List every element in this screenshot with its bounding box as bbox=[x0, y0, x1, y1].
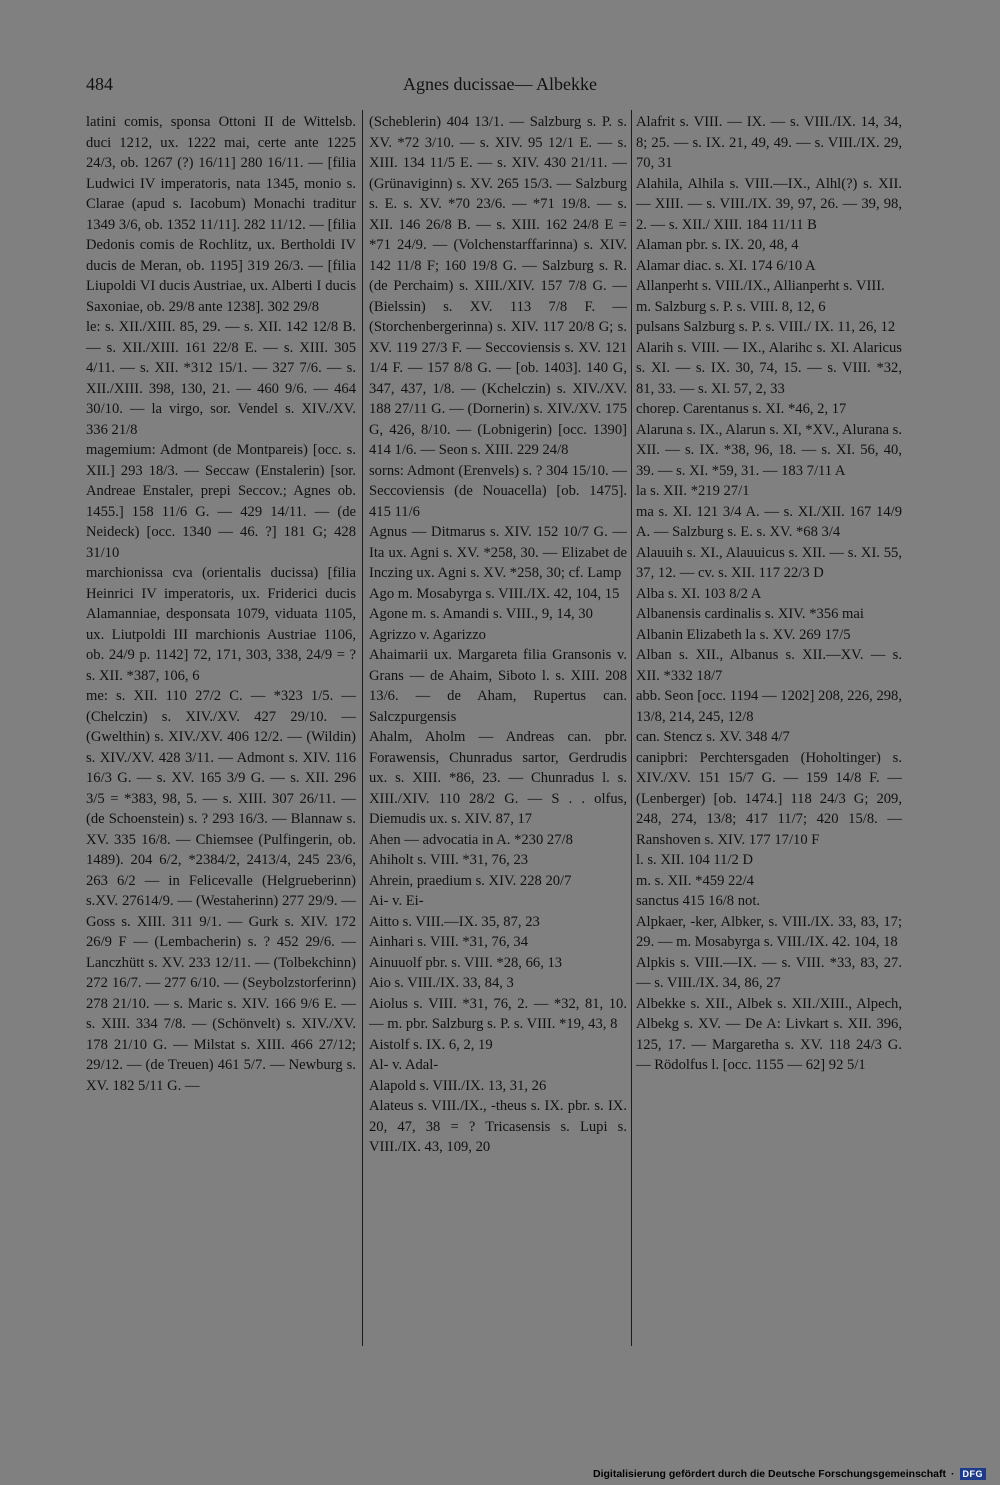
index-entry: sanctus 415 16/8 not. bbox=[636, 893, 761, 909]
index-entry: can. Stencz s. XV. 348 4/7 bbox=[636, 729, 790, 745]
index-entry: Allanperht s. VIII./IX., Allianperht s. VIII. bbox=[636, 278, 885, 294]
index-entry: Ainuuolf pbr. s. VIII. *28, 66, 13 bbox=[369, 954, 563, 971]
index-entry: Alafrit s. VIII. — IX. — s. VIII./IX. 14, 34, 8; 25. — s. IX. 21, 49, 49. — s. VIII./IX. 29, 70, 31 bbox=[636, 114, 902, 171]
index-entry: Agone m. s. Amandi s. VIII., 9, 14, 30 bbox=[369, 606, 593, 622]
page-number: 484 bbox=[86, 74, 113, 94]
index-entry: Alamar diac. s. XI. 174 6/10 A bbox=[636, 257, 816, 274]
index-entry: Albanensis cardinalis s. XIV. *356 mai bbox=[636, 606, 864, 622]
running-head: Agnes ducissae— Albekke bbox=[403, 74, 597, 94]
index-entry: Alahila, Alhila s. VIII.—IX., Alhl(?) s. XII. — XIII. — s. VIII./IX. 39, 97, 26. — 39, 98, 2. — s. XII./ XIII. 184 11/11 B bbox=[636, 175, 902, 233]
index-entry: Ai- v. Ei- bbox=[369, 893, 424, 909]
footer-text: Digitalisierung gefördert durch die Deutsche Forschungsgemeinschaft bbox=[593, 1468, 946, 1480]
index-entry: Agrizzo v. Agarizzo bbox=[369, 626, 486, 643]
index-entry: Alpkaer, -ker, Albker, s. VIII./IX. 33, 83, 17; 29. — m. Mosabyrga s. VIII./IX. 42. 104, 18 bbox=[636, 913, 902, 950]
index-column-1 bbox=[86, 112, 356, 1342]
footer-separator: · bbox=[951, 1468, 955, 1480]
index-entry: sorns: Admont (Erenvels) s. ? 304 15/10. — Seccoviensis (de Nouacella) [ob. 1475]. 415 11/6 bbox=[369, 462, 627, 520]
index-entry: Ahiholt s. VIII. *31, 76, 23 bbox=[369, 852, 529, 868]
index-entry: pulsans Salzburg s. P. s. VIII./ IX. 11, 26, 12 bbox=[636, 319, 896, 335]
column-rule-right bbox=[631, 110, 632, 1346]
index-entry: Alpkis s. VIII.—IX. — s. VIII. *33, 83, 27. — s. VIII./IX. 34, 86, 27 bbox=[636, 954, 902, 991]
funding-footer bbox=[593, 1466, 986, 1482]
index-column-2 bbox=[369, 112, 627, 1342]
dfg-logo: DFG bbox=[960, 1468, 987, 1480]
index-entry: Alapold s. VIII./IX. 13, 31, 26 bbox=[369, 1077, 547, 1094]
column-rule-left bbox=[362, 110, 363, 1346]
index-entry: le: s. XII./XIII. 85, 29. — s. XII. 142 12/8 B. — s. XII./XIII. 161 22/8 E. — s. XIII. 305 4/11. — s. XII. *312 15/1. — 327 7/6. — s. XII./XIII. 398, 130, 21. — 460 9/6. — 464 30/10. — la virgo, sor. Vendel s. XIV./XV. 336 21/8 bbox=[86, 319, 356, 438]
index-entry: Alaman pbr. s. IX. 20, 48, 4 bbox=[636, 237, 799, 253]
index-entry: Aistolf s. IX. 6, 2, 19 bbox=[369, 1036, 493, 1053]
index-entry: Ainhari s. VIII. *31, 76, 34 bbox=[369, 934, 529, 950]
index-entry: Aitto s. VIII.—IX. 35, 87, 23 bbox=[369, 913, 540, 930]
index-entry: Ago m. Mosabyrga s. VIII./IX. 42, 104, 15 bbox=[369, 585, 620, 602]
index-entry: abb. Seon [occ. 1194 — 1202] 208, 226, 298, 13/8, 214, 245, 12/8 bbox=[636, 688, 902, 725]
index-entry: ma s. XI. 121 3/4 A. — s. XI./XII. 167 14/9 A. — Salzburg s. E. s. XV. *68 3/4 bbox=[636, 503, 902, 540]
index-entry: Alaruna s. IX., Alarun s. XI, *XV., Alurana s. XII. — s. IX. *38, 96, 18. — s. XI. 56, 40, 39. — s. XI. *59, 31. — 183 7/11 A bbox=[636, 421, 902, 479]
index-entry: l. s. XII. 104 11/2 D bbox=[636, 852, 754, 868]
index-entry: Ahrein, praedium s. XIV. 228 20/7 bbox=[369, 872, 572, 889]
index-entry: Ahen — advocatia in A. *230 27/8 bbox=[369, 831, 573, 848]
index-entry: Ahaimarii ux. Margareta filia Gransonis v. Grans — de Ahaim, Siboto l. s. XIII. 208 13/6. — de Aham, Rupertus can. Salczpurgensis bbox=[369, 647, 627, 725]
index-entry: m. s. XII. *459 22/4 bbox=[636, 872, 754, 889]
index-entry: Albanin Elizabeth la s. XV. 269 17/5 bbox=[636, 626, 851, 643]
index-entry: Alba s. XI. 103 8/2 A bbox=[636, 585, 762, 602]
index-entry: Aio s. VIII./IX. 33, 84, 3 bbox=[369, 975, 514, 991]
index-entry: me: s. XII. 110 27/2 C. — *323 1/5. — (Chelczin) s. XIV./XV. 427 29/10. — (Gwelthin) s. XIV./XV. 406 12/2. — (Wildin) s. XIV./XV. 428 3/11. — Admont s. XIV. 116 16/3 G. — s. XV. 165 3/9 G. — s. XII. 296 3/5 = *383, 98, 5. — s. XIII. 307 26/11. — (de Schoenstein) s. ? 293 16/3. — Blannaw s. XV. 335 16/8. — Chiemsee (Pulfingerin, ob. 1489). 204 6/2, *2384/2, 2413/4, 245 23/6, 263 6/2 — in Felicevalle (Helgrueberinn) s.XV. 27614/9. — (Westaherinn) 277 29/9. — Goss s. XIII. 311 9/1. — Gurk s. XIV. 172 26/9 F — (Lembacherin) s. ? 452 29/6. — Lanczhütt s. XV. 233 12/11. — (Tolbekchinn) 272 16/7. — 277 6/10. — (Seybolzstorferinn) 278 21/10. — s. Maric s. XIV. 166 9/6 E. — s. XIII. 334 7/8. — (Schönvelt) s. XIV./XV. 178 21/10 G. — Milstat s. XIII. 466 27/12; 29/12. — (de Treuen) 461 5/7. — Newburg s. XV. 182 5/11 G. — bbox=[86, 688, 356, 1094]
index-entry: Al- v. Adal- bbox=[369, 1057, 439, 1073]
index-entry: (Scheblerin) 404 13/1. — Salzburg s. P. s. XV. *72 3/10. — s. XIV. 95 12/1 E. — s. XIII. 134 11/5 E. — s. XIV. 430 21/11. — (Grünaviginn) s. XV. 265 15/3. — Salzburg s. E. s. XV. *70 23/6. — *71 19/8. — s. XII. 146 26/8 B. — s. XIII. 162 24/8 E = *71 24/9. — (Volchenstarffarinna) s. XIV. 142 11/8 F; 160 19/8 G. — Salzburg s. R. (de Perchaim) s. XIII./XIV. 157 7/8 G. — (Bielssin) s. XV. 113 7/8 F. — (Storchenbergerinna) s. XIV. 117 20/8 G; s. XV. 119 27/3 F. — Seccoviensis s. XV. 121 1/4 F. — 157 8/8 G. — [ob. 1403]. 140 G, 347, 437, 1/8. — (Kchelczin) s. XIV./XV. 188 27/11 G. — (Dornerin) s. XIV./XV. 175 G, 426, 8/10. — (Lobnigerin) [occ. 1390] 414 1/6. — Seon s. XIII. 229 24/8 bbox=[369, 114, 627, 458]
index-entry: magemium: Admont (de Montpareis) [occ. s. XII.] 293 18/3. — Seccaw (Enstalerin) [sor. Andreae Enstaler, prepi Seccov.; Agnes ob. 1455.] 158 11/6 G. — 429 14/11. — (de Neideck) [occ. 1340 — 46. ?] 181 G; 428 31/10 bbox=[86, 442, 356, 561]
index-entry: Alarih s. VIII. — IX., Alarihc s. XI. Alaricus s. XI. — s. IX. 30, 74, 15. — s. VIII. *32, 81, 33. — s. XI. 57, 2, 33 bbox=[636, 339, 902, 397]
index-entry: marchionissa cva (orientalis ducissa) [filia Heinrici IV imperatoris, ux. Friderici ducis Alamanniae, desponsata 1079, viduata 1105, ux. Liutpoldi III marchionis Austriae 1106, ob. 24/9 p. 1142] 72, 171, 303, 338, 24/9 = ? s. XII. *387, 106, 6 bbox=[86, 565, 356, 684]
index-entry: Alban s. XII., Albanus s. XII.—XV. — s. XII. *332 18/7 bbox=[636, 647, 902, 684]
index-entry: Albekke s. XII., Albek s. XII./XIII., Alpech, Albekg s. XV. — De A: Livkart s. XII. 396, 125, 17. — Margaretha s. XV. 118 24/3 G. — Rödolfus l. [occ. 1155 — 62] 92 5/1 bbox=[636, 995, 902, 1073]
index-entry: Agnus — Ditmarus s. XIV. 152 10/7 G. — Ita ux. Agni s. XV. *258, 30. — Elizabet de Inczing ux. Agni s. XV. *258, 30; cf. Lamp bbox=[369, 524, 627, 581]
index-entry: latini comis, sponsa Ottoni II de Wittelsb. duci 1212, ux. 1222 mai, certe ante 1225 24/3, ob. 1267 (?) 16/11] 280 16/11. — [filia Ludwici IV imperatoris, nata 1345, monio s. Clarae (apud s. Iacobum) Monachi traditur 1349 3/6, ob. 1352 11/11]. 282 11/12. — [filia Dedonis comis de Rochlitz, ux. Bertholdi IV ducis de Meran, ob. 1195] 319 26/3. — [filia Liupoldi VI ducis Austriae, ux. Alberti I ducis Saxoniae, ob. 29/8 ante 1238]. 302 29/8 bbox=[86, 114, 356, 315]
index-entry: Alauuih s. XI., Alauuicus s. XII. — s. XI. 55, 37, 12. — cv. s. XII. 117 22/3 D bbox=[636, 544, 902, 581]
index-entry: Alateus s. VIII./IX., -theus s. IX. pbr. s. IX. 20, 47, 38 = ? Tricasensis s. Lupi s. VIII./IX. 43, 109, 20 bbox=[369, 1098, 627, 1155]
index-entry: m. Salzburg s. P. s. VIII. 8, 12, 6 bbox=[636, 298, 826, 315]
index-entry: Ahalm, Aholm — Andreas can. pbr. Forawensis, Chunradus sartor, Gerdrudis ux. s. XIII. *86, 23. — Chunradus l. s. XIII./XIV. 110 28/2 G. — S . . olfus, Diemudis ux. s. XIV. 87, 17 bbox=[369, 729, 627, 827]
index-entry: Aiolus s. VIII. *31, 76, 2. — *32, 81, 10. — m. pbr. Salzburg s. P. s. VIII. *19, 43, 8 bbox=[369, 995, 627, 1032]
index-column-3 bbox=[636, 112, 902, 1342]
index-entry: la s. XII. *219 27/1 bbox=[636, 483, 750, 499]
index-entry: chorep. Carentanus s. XI. *46, 2, 17 bbox=[636, 401, 847, 417]
index-entry: canipbri: Perchtersgaden (Hoholtinger) s. XIV./XV. 151 15/7 G. — 159 14/8 F. — (Lenberger) [ob. 1474.] 118 24/3 G; 209, 248, 274, 13/8; 417 11/7; 420 15/8. — Ranshoven s. XIV. 177 17/10 F bbox=[636, 749, 902, 848]
